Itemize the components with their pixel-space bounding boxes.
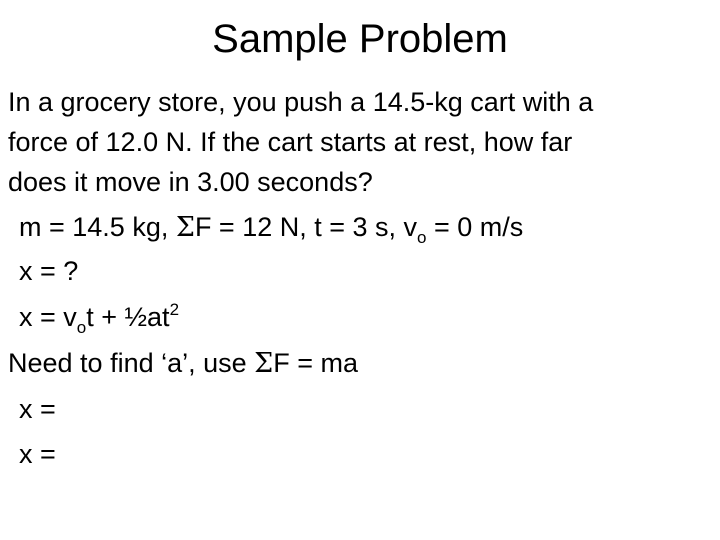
- unknown-line: x = ?: [19, 256, 79, 286]
- slide-title: Sample Problem: [212, 17, 508, 61]
- need-line: [8, 347, 358, 380]
- need-suffix: F = ma: [273, 348, 359, 378]
- sigma-symbol: Σ: [175, 212, 195, 243]
- problem-line-2: force of 12.0 N. If the cart starts at rest, how far: [8, 127, 573, 157]
- problem-line-3: does it move in 3.00 seconds?: [8, 167, 373, 197]
- blank-line-2: x =: [19, 439, 56, 469]
- givens-prefix: m = 14.5 kg,: [19, 212, 176, 242]
- blank-line-1: x =: [19, 394, 56, 424]
- givens-subscript: o: [417, 228, 427, 247]
- equation-part-a: x = v: [19, 302, 77, 332]
- sigma-symbol: Σ: [254, 348, 274, 379]
- equation-part-b: t + ½at: [86, 302, 170, 332]
- equation-superscript: 2: [169, 300, 180, 319]
- givens-suffix: = 0 m/s: [426, 212, 524, 242]
- problem-line-1: In a grocery store, you push a 14.5-kg cart with a: [8, 87, 594, 117]
- givens-line: [19, 211, 524, 247]
- equation-line: [19, 300, 180, 337]
- equation-subscript: o: [76, 318, 87, 337]
- givens-middle: F = 12 N, t = 3 s, v: [194, 212, 418, 242]
- need-prefix: Need to find ‘a’, use: [8, 348, 255, 378]
